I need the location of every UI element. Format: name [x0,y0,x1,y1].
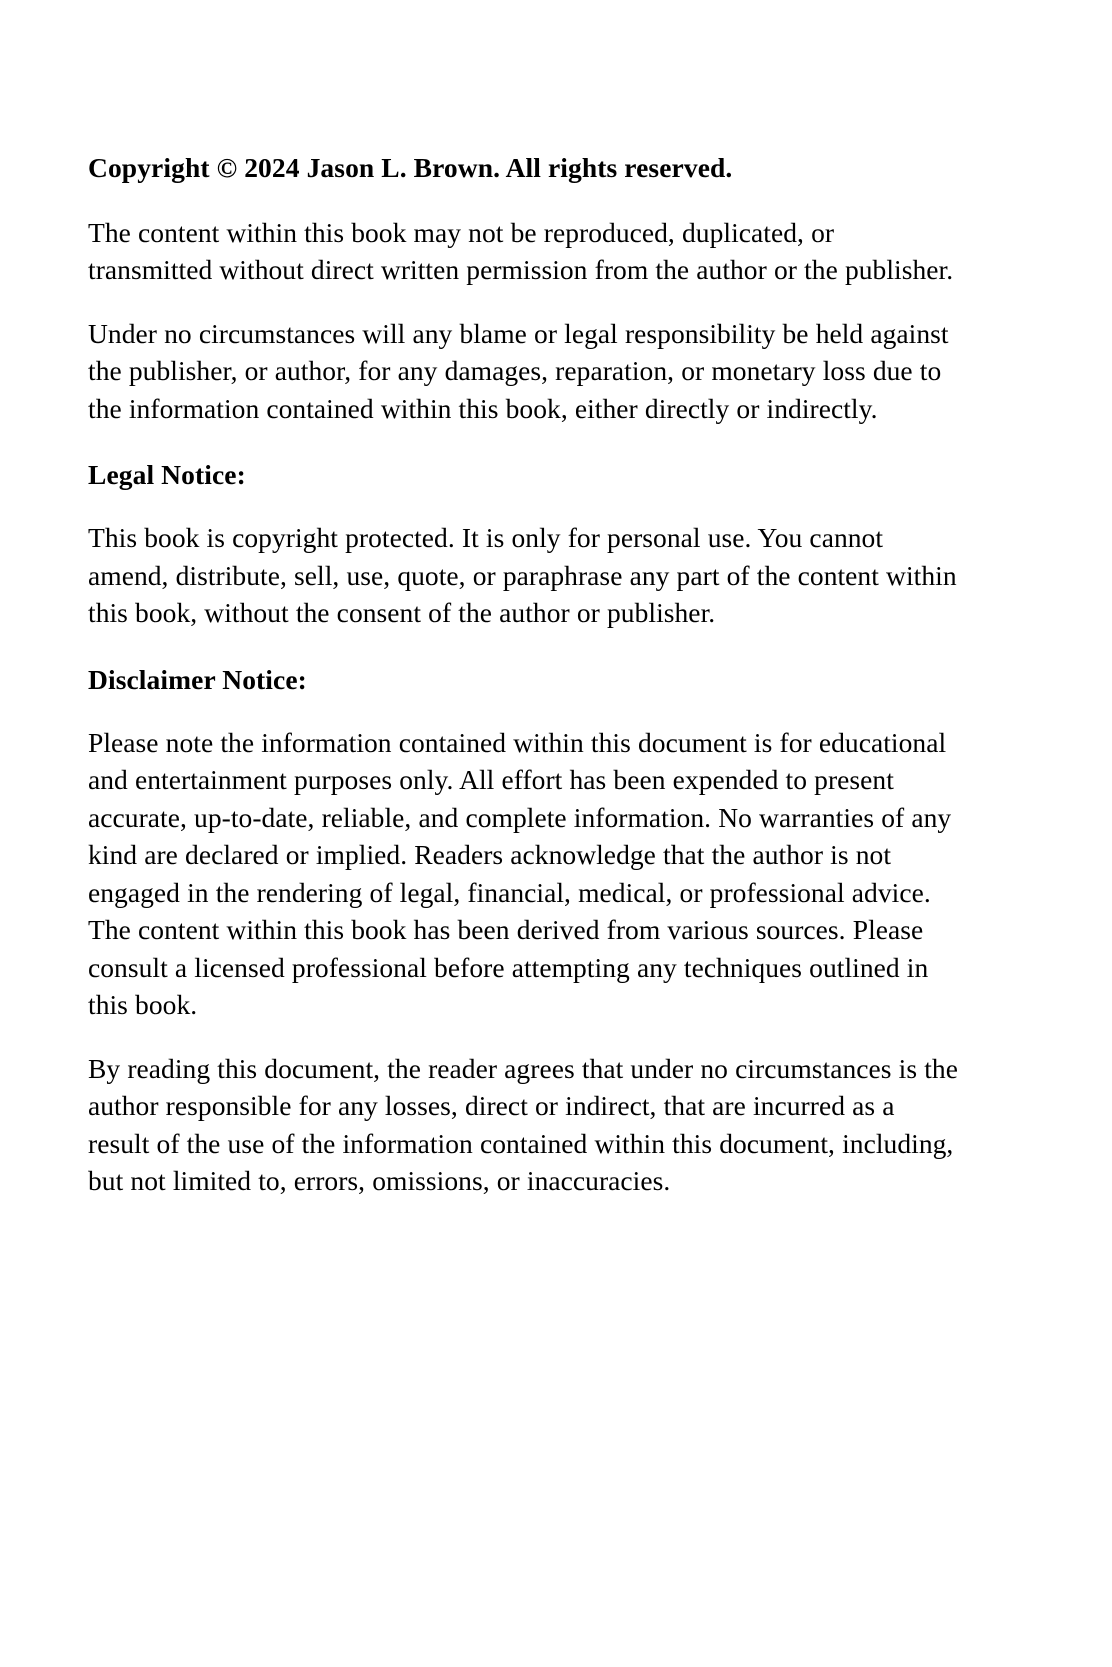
copyright-paragraph-2: Under no circumstances will any blame or legal responsibility be held against the publisher, or author, for any damages, reparation, or monetary loss due to the information contained within this book, either directly or indirectly. [88,317,949,424]
disclaimer-notice-paragraph-1: Please note the information contained within this document is for educational and entertainment purposes only. All effort has been expended to present accurate, up-to-date, reliable, and complete information. No warranties of any kind are declared or implied. Readers acknowledge that the author is not engaged in the rendering of legal, financial, medical, or professional advice. The content within this book has been derived from various sources. Please consult a licensed professional before attempting any techniques outlined in this book. [88,726,952,1021]
page-content [88,150,960,1200]
disclaimer-notice-heading: Disclaimer Notice: [88,663,307,695]
copyright-heading: Copyright © 2024 Jason L. Brown. All rights reserved. [88,152,733,183]
legal-notice-heading: Legal Notice: [88,459,246,491]
copyright-paragraph-1: The content within this book may not be reproduced, duplicated, or transmitted without direct written permission from the author or the publisher. [88,216,954,286]
disclaimer-notice-paragraph-2: By reading this document, the reader agrees that under no circumstances is the author responsible for any losses, direct or indirect, that are incurred as a result of the use of the information contained within this document, including, but not limited to, errors, omissions, or inaccuracies. [88,1052,958,1197]
legal-notice-paragraph: This book is copyright protected. It is only for personal use. You cannot amend, distribute, sell, use, quote, or paraphrase any part of the content within this book, without the consent of the author or publisher. [88,522,957,629]
